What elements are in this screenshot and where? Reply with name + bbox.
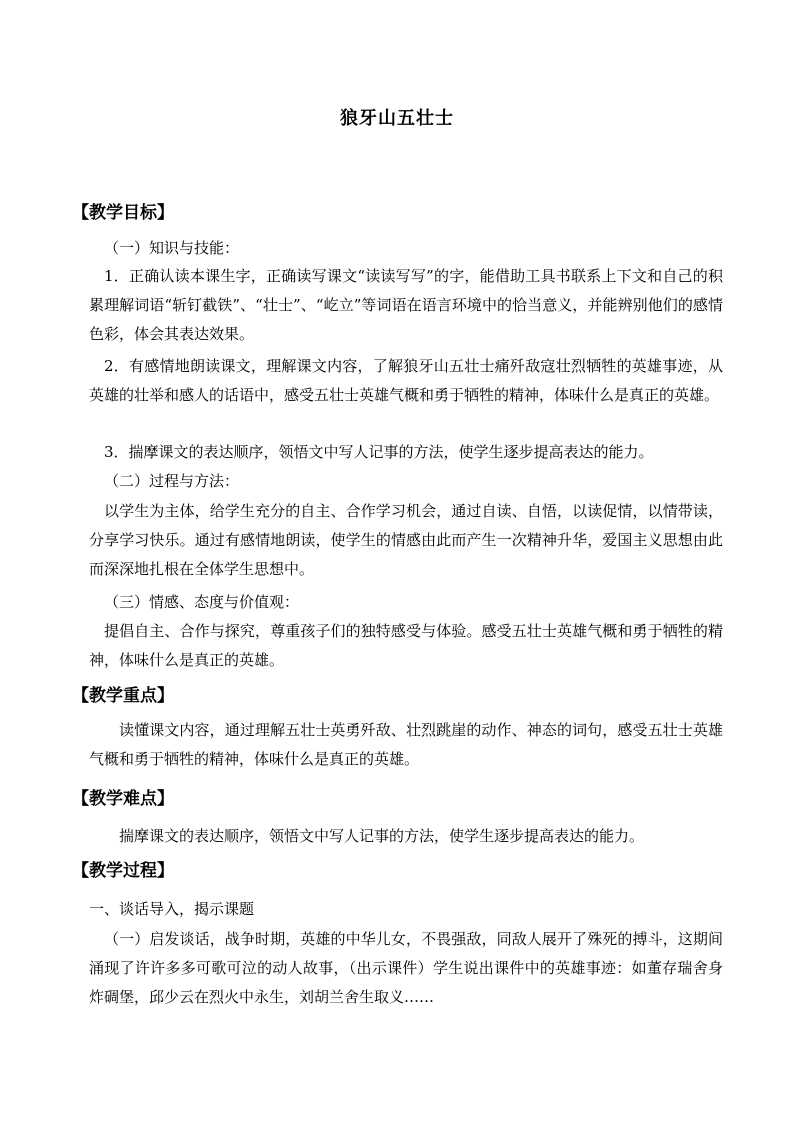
key-points-text: 读懂课文内容，通过理解五壮士英勇歼敌、壮烈跳崖的动作、神态的词句，感受五壮士英雄气概和勇于牺牲的精神，体味什么是真正的英雄。 (89, 721, 723, 768)
objective-process-text: 以学生为主体，给学生充分的自主、合作学习机会，通过自读、自悟，以读促情，以情带读，分享学习快乐。通过有感情地朗读，使学生的情感由此而产生一次精神升华，爱国主义思想由此而深深地扎根在全体学生思想中。 (89, 502, 723, 578)
heading-key-points: 【教学重点】 (72, 686, 174, 706)
document-title: 狼牙山五壮士 (340, 108, 454, 129)
objective-knowledge-item-1: 1．正确认读本课生字，正确读写课文“读读写写”的字，能借助工具书联系上下文和自己的积累理解词语“斩钉截铁”、“壮士”、“屹立”等词语在语言环境中的恰当意义，并能辨别他们的感情色彩，体会其表达效果。 (89, 267, 723, 343)
process-step-1-sub: （一）启发谈话，战争时期，英雄的中华儿女，不畏强敌，同敌人展开了殊死的搏斗，这期间涌现了许许多多可歌可泣的动人故事，（出示课件）学生说出课件中的英雄事迹：如董存瑞舍身炸碉堡，邱少云在烈火中永生，刘胡兰舍生取义…… (89, 930, 723, 1006)
heading-teaching-process: 【教学过程】 (72, 861, 174, 881)
objective-knowledge-heading: （一）知识与技能： (104, 239, 240, 257)
process-step-1: 一、谈话导入，揭示课题 (89, 900, 255, 918)
heading-difficulties: 【教学难点】 (72, 789, 174, 809)
objective-knowledge-item-3: 3．揣摩课文的表达顺序，领悟文中写人记事的方法，使学生逐步提高表达的能力。 (104, 443, 654, 461)
objective-knowledge-item-2: 2．有感情地朗读课文，理解课文内容，了解狼牙山五壮士痛歼敌寇壮烈牺牲的英雄事迹，从英雄的壮举和感人的话语中，感受五壮士英雄气概和勇于牺牲的精神，体味什么是真正的英雄。 (89, 357, 723, 404)
heading-teaching-objectives: 【教学目标】 (72, 203, 174, 223)
objective-emotion-text: 提倡自主、合作与探究，尊重孩子们的独特感受与体验。感受五壮士英雄气概和勇于牺牲的精神，体味什么是真正的英雄。 (89, 622, 723, 669)
difficulties-text: 揣摩课文的表达顺序，领悟文中写人记事的方法，使学生逐步提高表达的能力。 (119, 827, 645, 845)
objective-process-heading: （二）过程与方法： (104, 472, 240, 490)
objective-emotion-heading: （三）情感、态度与价值观： (104, 593, 300, 611)
